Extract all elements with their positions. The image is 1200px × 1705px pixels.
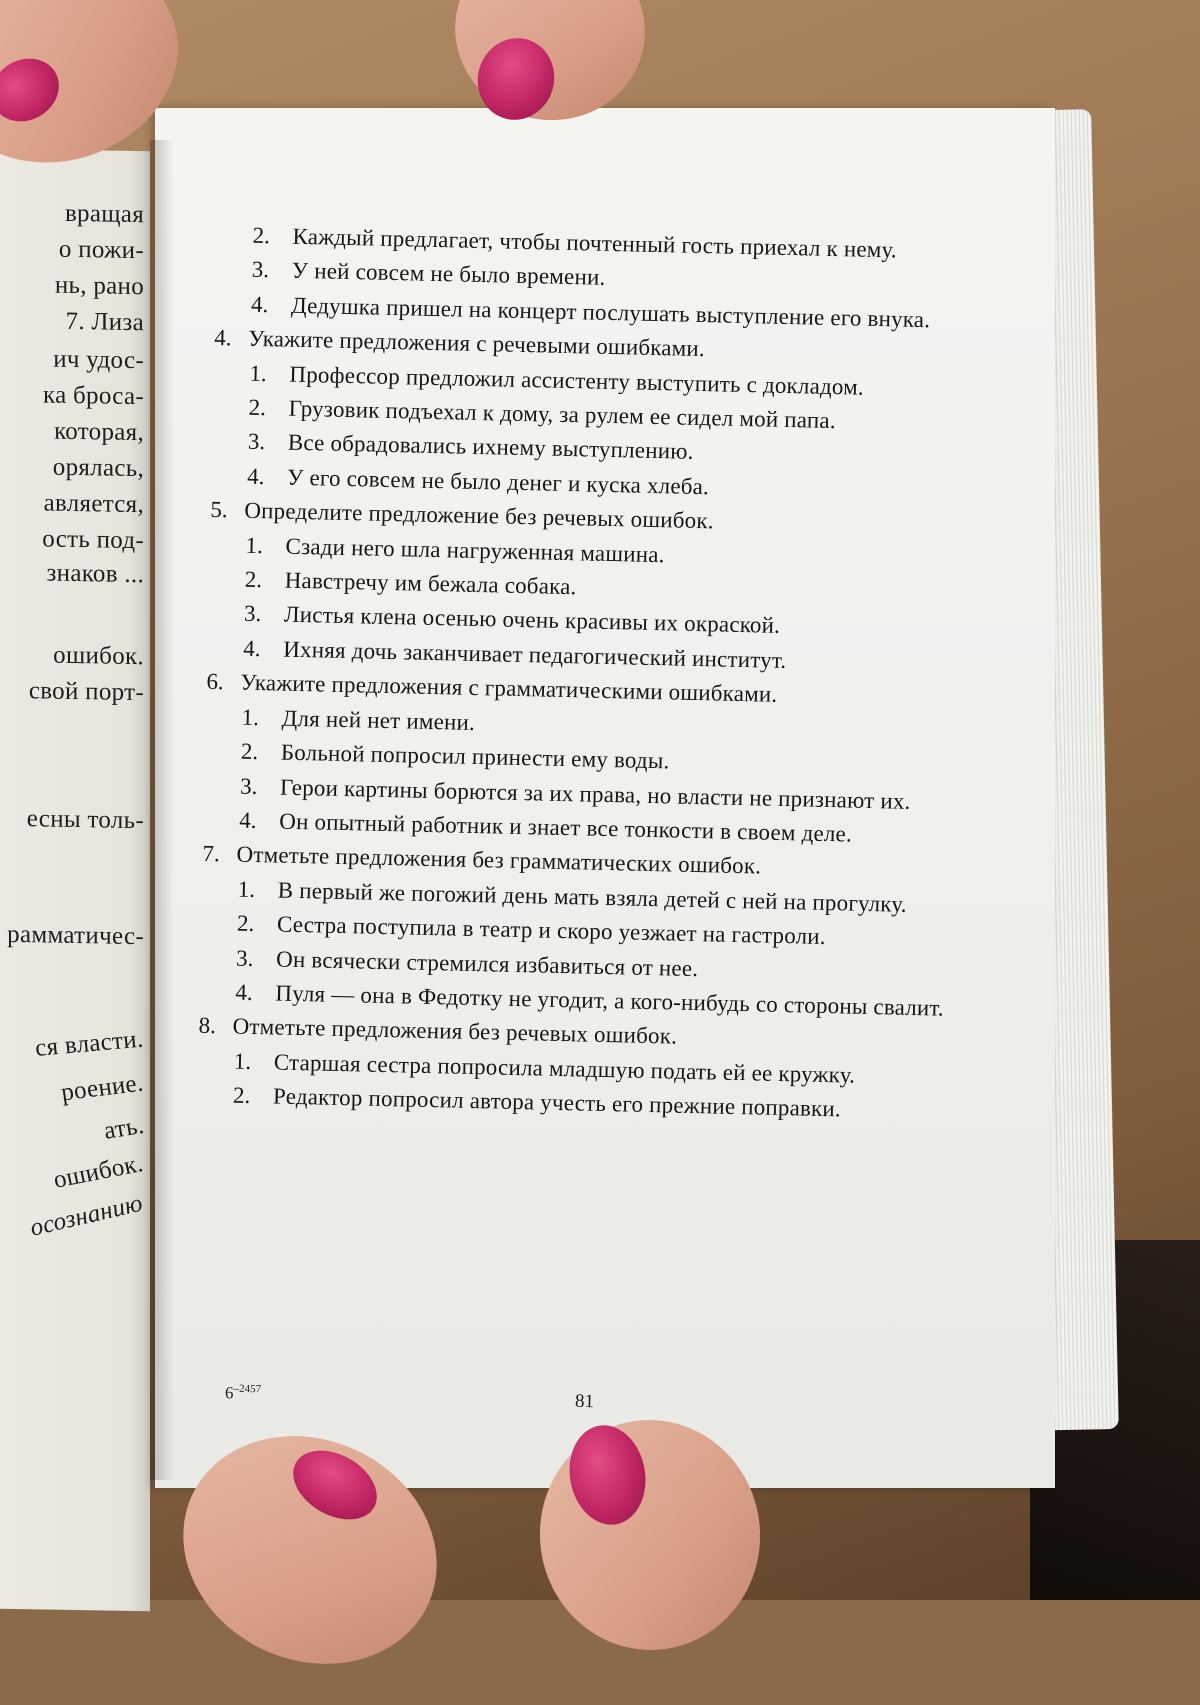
option-text: Он опытный работник и знает все тонкости в своем деле. bbox=[279, 808, 853, 847]
option-text: Он всячески стремился избавиться от нее. bbox=[275, 946, 699, 981]
question-number: 4. bbox=[214, 325, 232, 351]
option-text: Сзади него шла нагруженная машина. bbox=[285, 533, 665, 567]
option-text: Профессор предложил ассистенту выступить с докладом. bbox=[289, 361, 865, 400]
option-number: 2. bbox=[240, 738, 259, 765]
left-page-line: ка броса- bbox=[43, 381, 144, 411]
left-page-line: знаков ... bbox=[46, 559, 144, 589]
option-number: 1. bbox=[249, 360, 268, 386]
option-number: 4. bbox=[246, 463, 265, 489]
option-number: 1. bbox=[245, 532, 264, 558]
question-text: Укажите предложения с речевыми ошибками. bbox=[247, 325, 706, 362]
option-text: Редактор попросил автора учесть его прежние поправки. bbox=[272, 1083, 842, 1122]
footer-code-sup: –2457 bbox=[233, 1382, 262, 1396]
left-page-line: ость под- bbox=[42, 525, 144, 555]
option-text: Каждый предлагает, чтобы почтенный гость приехал к нему. bbox=[292, 223, 898, 263]
left-page-line: ся власти. bbox=[34, 1025, 146, 1062]
option-text: Дедушка пришел на концерт послушать выступление его внука. bbox=[290, 292, 931, 333]
option-text: Сестра поступила в театр и скоро уезжает на гастроли. bbox=[276, 911, 827, 950]
left-page-line: свой порт- bbox=[28, 677, 144, 707]
option-number: 2. bbox=[232, 1082, 251, 1109]
option-number: 3. bbox=[239, 773, 258, 799]
option-text: Листья клена осенью очень красивы их окраской. bbox=[283, 602, 781, 639]
left-page-line: которая, bbox=[54, 417, 144, 447]
option-number: 1. bbox=[237, 876, 256, 902]
option-number: 1. bbox=[241, 704, 260, 730]
option-number: 4. bbox=[250, 291, 269, 317]
option-number: 4. bbox=[242, 635, 261, 661]
option-number: 3. bbox=[235, 945, 254, 971]
option-text: У ней совсем не было времени. bbox=[291, 258, 606, 291]
option-text: Все обрадовались ихнему выступлению. bbox=[287, 430, 694, 465]
option-text: У его совсем не было денег и куска хлеба. bbox=[286, 464, 710, 500]
left-page-line: рамматичес- bbox=[7, 920, 144, 951]
left-page-line: 7. Лиза bbox=[65, 307, 144, 337]
option-number: 2. bbox=[248, 394, 267, 421]
book-page bbox=[155, 108, 1055, 1488]
gutter-shadow bbox=[150, 140, 174, 1480]
question-number: 7. bbox=[202, 841, 221, 867]
page-content bbox=[197, 218, 997, 1130]
footer-code-base: 6 bbox=[224, 1383, 234, 1403]
option-number: 2. bbox=[252, 222, 271, 249]
question-number: 8. bbox=[198, 1013, 217, 1039]
left-page-line: нь, рано bbox=[54, 271, 144, 301]
option-text: Пуля — она в Федотку не угодит, а кого-нибудь со стороны свалит. bbox=[275, 980, 945, 1021]
option-text: Ихняя дочь заканчивает педагогический институт. bbox=[282, 636, 787, 673]
question-text: Отметьте предложения без грамматических ошибок. bbox=[236, 841, 762, 879]
question-text: Определите предложение без речевых ошибок. bbox=[244, 497, 715, 534]
option-text: Старшая сестра попросила младшую подать ей ее кружку. bbox=[273, 1049, 856, 1088]
option-text: Больной попросил принести ему воды. bbox=[280, 739, 670, 774]
question-number: 6. bbox=[206, 669, 225, 695]
option-text: Герои картины борются за их права, но власти не признают их. bbox=[279, 774, 911, 814]
option-number: 4. bbox=[239, 807, 257, 833]
option-number: 2. bbox=[236, 910, 255, 937]
option-number: 3. bbox=[251, 257, 270, 283]
option-number: 1. bbox=[233, 1048, 252, 1074]
left-page-line: авляется, bbox=[43, 489, 144, 519]
option-number: 4. bbox=[235, 979, 253, 1005]
left-page-line: есны толь- bbox=[26, 805, 144, 835]
footer-code bbox=[225, 1383, 261, 1404]
option-number: 3. bbox=[243, 601, 262, 627]
option-text: Для ней нет имени. bbox=[281, 705, 476, 735]
left-page-line: ич удос- bbox=[53, 345, 144, 375]
option-text: В первый же погожий день мать взяла детей с ней на прогулку. bbox=[277, 877, 908, 917]
left-page-line: орялась, bbox=[52, 453, 144, 483]
left-page-line: вращая bbox=[64, 199, 144, 229]
question-text: Укажите предложения с грамматическими ошибками. bbox=[240, 669, 778, 708]
option-text: Навстречу им бежала собака. bbox=[284, 567, 577, 600]
option-text: Грузовик подъехал к дому, за рулем ее сидел мой папа. bbox=[288, 395, 837, 434]
question-number: 5. bbox=[210, 497, 228, 523]
question-text: Отметьте предложения без речевых ошибок. bbox=[232, 1013, 678, 1049]
option-number: 3. bbox=[247, 429, 266, 455]
left-page-line: ать. bbox=[101, 1111, 146, 1145]
page-number: 81 bbox=[574, 1390, 595, 1413]
left-page-line: осознанию bbox=[27, 1189, 146, 1242]
left-page-line: роение. bbox=[59, 1069, 146, 1107]
left-page-line: о пожи- bbox=[58, 235, 144, 265]
left-page bbox=[0, 149, 150, 1612]
left-page-line: ошибок. bbox=[53, 641, 144, 671]
left-page-line: ошибок. bbox=[51, 1149, 146, 1194]
option-number: 2. bbox=[244, 566, 263, 593]
